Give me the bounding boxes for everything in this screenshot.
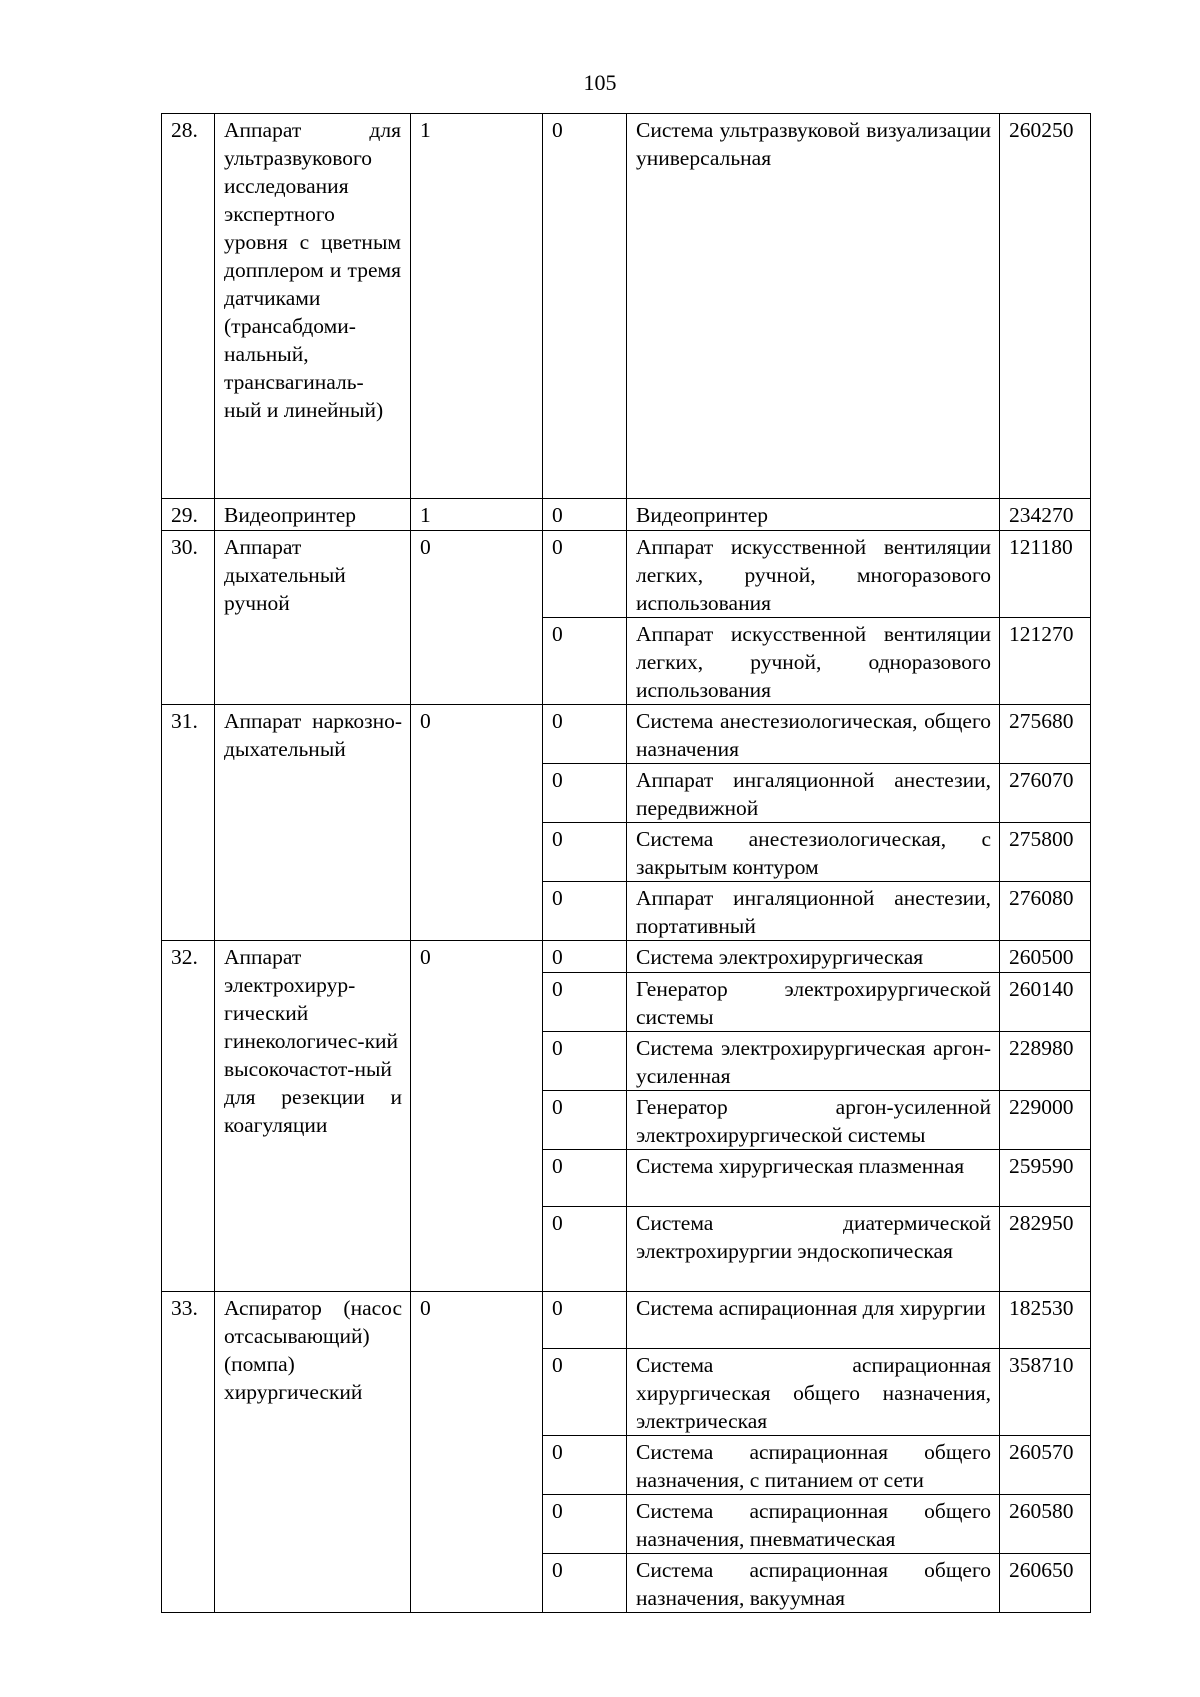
equipment-name: Аспиратор (насос отсасывающий) (помпа) хирургический xyxy=(215,1292,411,1613)
item-description: Система диатермической электрохирургии эндоскопическая xyxy=(627,1207,1000,1292)
table-row xyxy=(162,531,1091,618)
table-row xyxy=(162,705,1091,764)
item-value: 0 xyxy=(543,1554,627,1613)
table-row xyxy=(162,499,1091,531)
required-quantity: 0 xyxy=(411,941,543,1292)
item-value: 0 xyxy=(543,1032,627,1091)
item-value: 0 xyxy=(543,705,627,764)
item-description: Аппарат искусственной вентиляции легких, ручной, многоразового использования xyxy=(627,531,1000,618)
table-row xyxy=(162,941,1091,973)
item-description: Система ультразвуковой визуализации универсальная xyxy=(627,114,1000,499)
item-description: Система анестезиологическая, с закрытым контуром xyxy=(627,823,1000,882)
item-description: Аппарат ингаляционной анестезии, передвижной xyxy=(627,764,1000,823)
required-quantity: 0 xyxy=(411,705,543,941)
required-quantity: 0 xyxy=(411,1292,543,1613)
equipment-name: Видеопринтер xyxy=(215,499,411,531)
item-code: 260580 xyxy=(1000,1495,1091,1554)
item-description: Система анестезиологическая, общего назначения xyxy=(627,705,1000,764)
item-description: Аппарат ингаляционной анестезии, портативный xyxy=(627,882,1000,941)
row-number: 29. xyxy=(162,499,215,531)
item-value: 0 xyxy=(543,823,627,882)
item-code: 260250 xyxy=(1000,114,1091,499)
item-value: 0 xyxy=(543,1292,627,1349)
item-code: 234270 xyxy=(1000,499,1091,531)
item-code: 260570 xyxy=(1000,1436,1091,1495)
equipment-table-body xyxy=(162,114,1091,1613)
item-description: Система электрохирургическая аргон-усиленная xyxy=(627,1032,1000,1091)
item-value: 0 xyxy=(543,1150,627,1207)
item-description: Система электрохирургическая xyxy=(627,941,1000,973)
item-description: Система хирургическая плазменная xyxy=(627,1150,1000,1207)
item-code: 121180 xyxy=(1000,531,1091,618)
item-code: 260140 xyxy=(1000,973,1091,1032)
item-code: 260650 xyxy=(1000,1554,1091,1613)
item-description: Система аспирационная общего назначения, вакуумная xyxy=(627,1554,1000,1613)
equipment-name xyxy=(215,114,411,499)
item-value: 0 xyxy=(543,1349,627,1436)
item-code: 260500 xyxy=(1000,941,1091,973)
item-description: Видеопринтер xyxy=(627,499,1000,531)
item-code: 228980 xyxy=(1000,1032,1091,1091)
item-value: 0 xyxy=(543,764,627,823)
item-description: Аппарат искусственной вентиляции легких, ручной, одноразового использования xyxy=(627,618,1000,705)
item-value: 0 xyxy=(543,114,627,499)
table-row xyxy=(162,1292,1091,1349)
item-code: 121270 xyxy=(1000,618,1091,705)
page-number: 105 xyxy=(583,70,617,95)
equipment-name-text: Аппарат для ультразвукового исследования экспертного уровня с цветным допплером и тремя датчиками (трансабдоми-нальный, трансвагиналь-ный и линейный) xyxy=(224,118,401,422)
equipment-name: Аппарат наркозно-дыхательный xyxy=(215,705,411,941)
item-code: 358710 xyxy=(1000,1349,1091,1436)
item-description: Система аспирационная для хирургии xyxy=(627,1292,1000,1349)
row-number: 31. xyxy=(162,705,215,941)
table-row xyxy=(162,114,1091,499)
item-value: 0 xyxy=(543,531,627,618)
item-value: 0 xyxy=(543,499,627,531)
item-description: Система аспирационная хирургическая общего назначения, электрическая xyxy=(627,1349,1000,1436)
item-value: 0 xyxy=(543,882,627,941)
item-description: Генератор аргон-усиленной электрохирургической системы xyxy=(627,1091,1000,1150)
required-quantity: 0 xyxy=(411,531,543,705)
equipment-name: Аппарат дыхательный ручной xyxy=(215,531,411,705)
item-value: 0 xyxy=(543,618,627,705)
row-number: 32. xyxy=(162,941,215,1292)
item-value: 0 xyxy=(543,1091,627,1150)
item-description: Система аспирационная общего назначения, пневматическая xyxy=(627,1495,1000,1554)
required-quantity: 1 xyxy=(411,499,543,531)
item-code: 275680 xyxy=(1000,705,1091,764)
item-code: 259590 xyxy=(1000,1150,1091,1207)
item-code: 182530 xyxy=(1000,1292,1091,1349)
item-value: 0 xyxy=(543,973,627,1032)
row-number: 33. xyxy=(162,1292,215,1613)
equipment-name: Аппарат электрохирур-гический гинекологичес-кий высокочастот-ный для резекции и коагуляции xyxy=(215,941,411,1292)
item-value: 0 xyxy=(543,1207,627,1292)
item-code: 229000 xyxy=(1000,1091,1091,1150)
required-quantity: 1 xyxy=(411,114,543,499)
item-code: 282950 xyxy=(1000,1207,1091,1292)
item-code: 276080 xyxy=(1000,882,1091,941)
item-value: 0 xyxy=(543,1436,627,1495)
row-number: 30. xyxy=(162,531,215,705)
item-value: 0 xyxy=(543,1495,627,1554)
row-number: 28. xyxy=(162,114,215,499)
item-code: 275800 xyxy=(1000,823,1091,882)
equipment-table xyxy=(161,113,1091,1613)
item-description: Генератор электрохирургической системы xyxy=(627,973,1000,1032)
item-code: 276070 xyxy=(1000,764,1091,823)
item-value: 0 xyxy=(543,941,627,973)
item-description: Система аспирационная общего назначения, с питанием от сети xyxy=(627,1436,1000,1495)
